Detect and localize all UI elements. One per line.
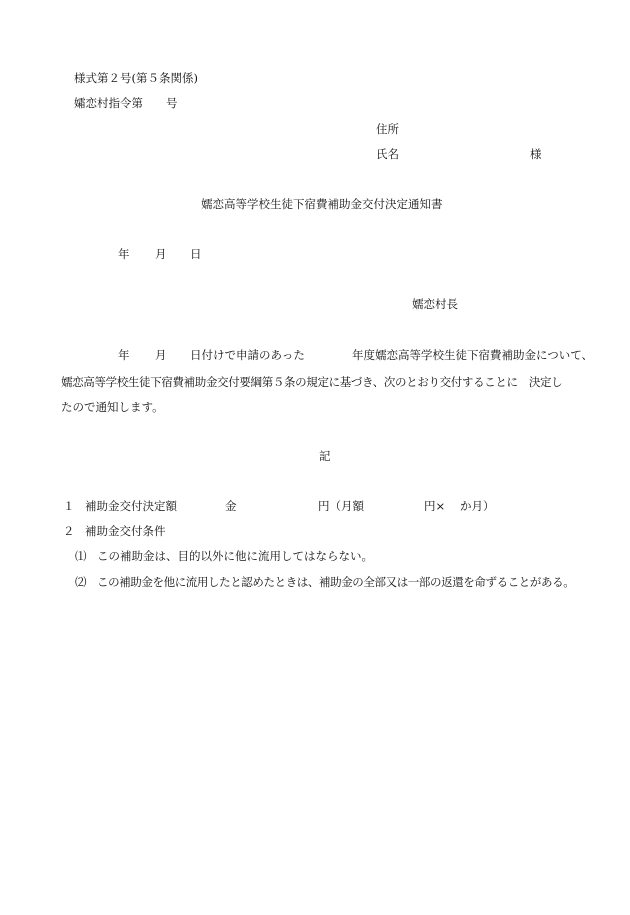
item-2-number: ２ xyxy=(63,524,75,538)
item-1-yen-times: 円× xyxy=(424,499,446,513)
item-2-label: 補助金交付条件 xyxy=(85,524,166,538)
body-line-2: 嬬恋高等学校生徒下宿費補助金交付要綱第５条の規定に基づき、次のとおり交付することに 決定し xyxy=(61,375,563,389)
body-month: 月 xyxy=(155,348,167,362)
recipient-name-label: 氏名 xyxy=(376,147,399,161)
recipient-address-label: 住所 xyxy=(376,122,399,136)
condition-2-text: この補助金を他に流用したと認めたときは、補助金の全部又は一部の返還を命ずることがある。 xyxy=(97,575,575,589)
body-year: 年 xyxy=(118,348,130,362)
document-title: 嬬恋高等学校生徒下宿費補助金交付決定通知書 xyxy=(201,197,443,211)
issue-number: 孀恋村指令第 号 xyxy=(74,96,178,110)
item-1-kin: 金 xyxy=(225,499,237,513)
ki-heading: 記 xyxy=(319,449,331,463)
condition-1-marker: ⑴ xyxy=(75,549,87,563)
date-year: 年 xyxy=(118,247,130,261)
condition-2-marker: ⑵ xyxy=(75,575,87,589)
body-line-3: たので通知します。 xyxy=(61,400,164,414)
date-day: 日 xyxy=(190,247,202,261)
recipient-honorific: 様 xyxy=(530,147,542,161)
body-fiscal-year-text: 年度嬬恋高等学校生徒下宿費補助金について、 xyxy=(352,348,594,362)
item-1-months: か月） xyxy=(460,499,495,513)
body-date-suffix: 日付けで申請のあった xyxy=(190,348,305,362)
form-number: 様式第２号(第５条関係) xyxy=(74,71,198,85)
item-1-label: 補助金交付決定額 xyxy=(85,499,177,513)
issuer: 嬬恋村長 xyxy=(412,297,458,311)
item-1-yen-monthly: 円（月額 xyxy=(318,499,364,513)
date-month: 月 xyxy=(155,247,167,261)
item-1-number: １ xyxy=(63,499,75,513)
condition-1-text: この補助金は、目的以外に他に流用してはならない。 xyxy=(97,549,373,563)
